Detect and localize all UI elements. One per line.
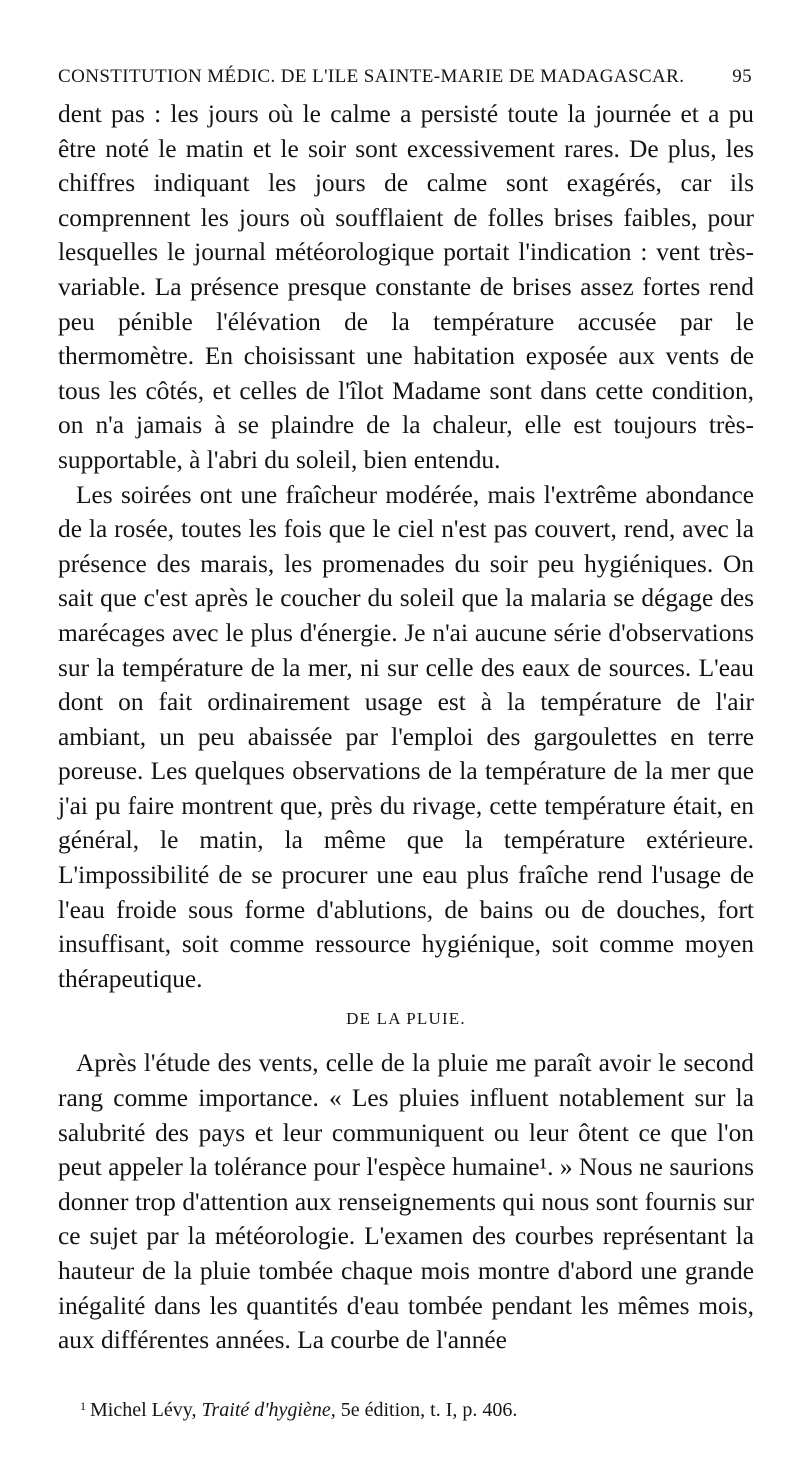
footnote-work: Traité d'hygiène, — [201, 1399, 336, 1421]
footnote-marker: 1 — [80, 1399, 86, 1413]
running-title: CONSTITUTION MÉDIC. DE L'ILE SAINTE-MARIE DE MADAGASCAR. — [58, 66, 685, 87]
footnote — [80, 1393, 517, 1423]
running-header — [58, 64, 754, 90]
footnote-author: Michel Lévy, — [90, 1399, 197, 1421]
page-number: 95 — [732, 66, 752, 87]
paragraph-soirees: Les soirées ont une fraîcheur modérée, mais l'extrême abondance de la rosée, toutes les fois que le ciel n'est pas couvert, rend, avec la présence des marais, les promenades du soir peu hygiéniques. On sait que c'est après le coucher du soleil que la malaria se dégage des marécages avec le plus d'énergie. Je n'ai aucune série d'observations sur la température de la mer, ni sur celle des eaux de sources. L'eau dont on fait ordinairement usage est à la température de l'air ambiant, un peu abaissée par l'emploi des gargoulettes en terre poreuse. Les quelques observations de la température de la mer que j'ai pu faire montrent que, près du rivage, cette température était, en général, le matin, la même que la température extérieure. L'impossibilité de se procurer une eau plus fraîche rend l'usage de l'eau froide sous forme d'ablutions, de bains ou de douches, fort insuffisant, soit comme ressource hygiénique, soit comme moyen thérapeutique. — [58, 480, 754, 993]
paragraph-pluie: Après l'étude des vents, celle de la pluie me paraît avoir le second rang comme importance. « Les pluies influent notablement sur la salubrité des pays et leur communiquent ou leur ôtent ce que l'on peut appeler la tolérance pour l'espèce humaine¹. » Nous ne saurions donner trop d'attention aux renseignements qui nous sont fournis sur ce sujet par la météorologie. L'examen des courbes représentant la hauteur de la pluie tombée chaque mois montre d'abord une grande inégalité dans les quantités d'eau tombée pendant les mêmes mois, aux différentes années. La courbe de l'année — [58, 1049, 754, 1355]
footnote-details: 5e édition, t. I, p. 406. — [340, 1399, 518, 1421]
paragraph-continued: dent pas : les jours où le calme a persisté toute la journée et a pu être noté le matin et le soir sont excessivement rares. De plus, les chiffres indiquant les jours de calme sont exagérés, car ils comprennent les jours où soufflaient de folles brises faibles, pour lesquelles le journal météorologique portait l'indication : vent très-variable. La présence presque constante de brises assez fortes rend peu pénible l'élévation de la température accusée par le thermomètre. En choisissant une habitation exposée aux vents de tous les côtés, et celles de l'îlot Madame sont dans cette condition, on n'a jamais à se plaindre de la chaleur, elle est toujours très-supportable, à l'abri du soleil, bien entendu. — [58, 100, 754, 474]
section-title: DE LA PLUIE. — [346, 1009, 466, 1029]
